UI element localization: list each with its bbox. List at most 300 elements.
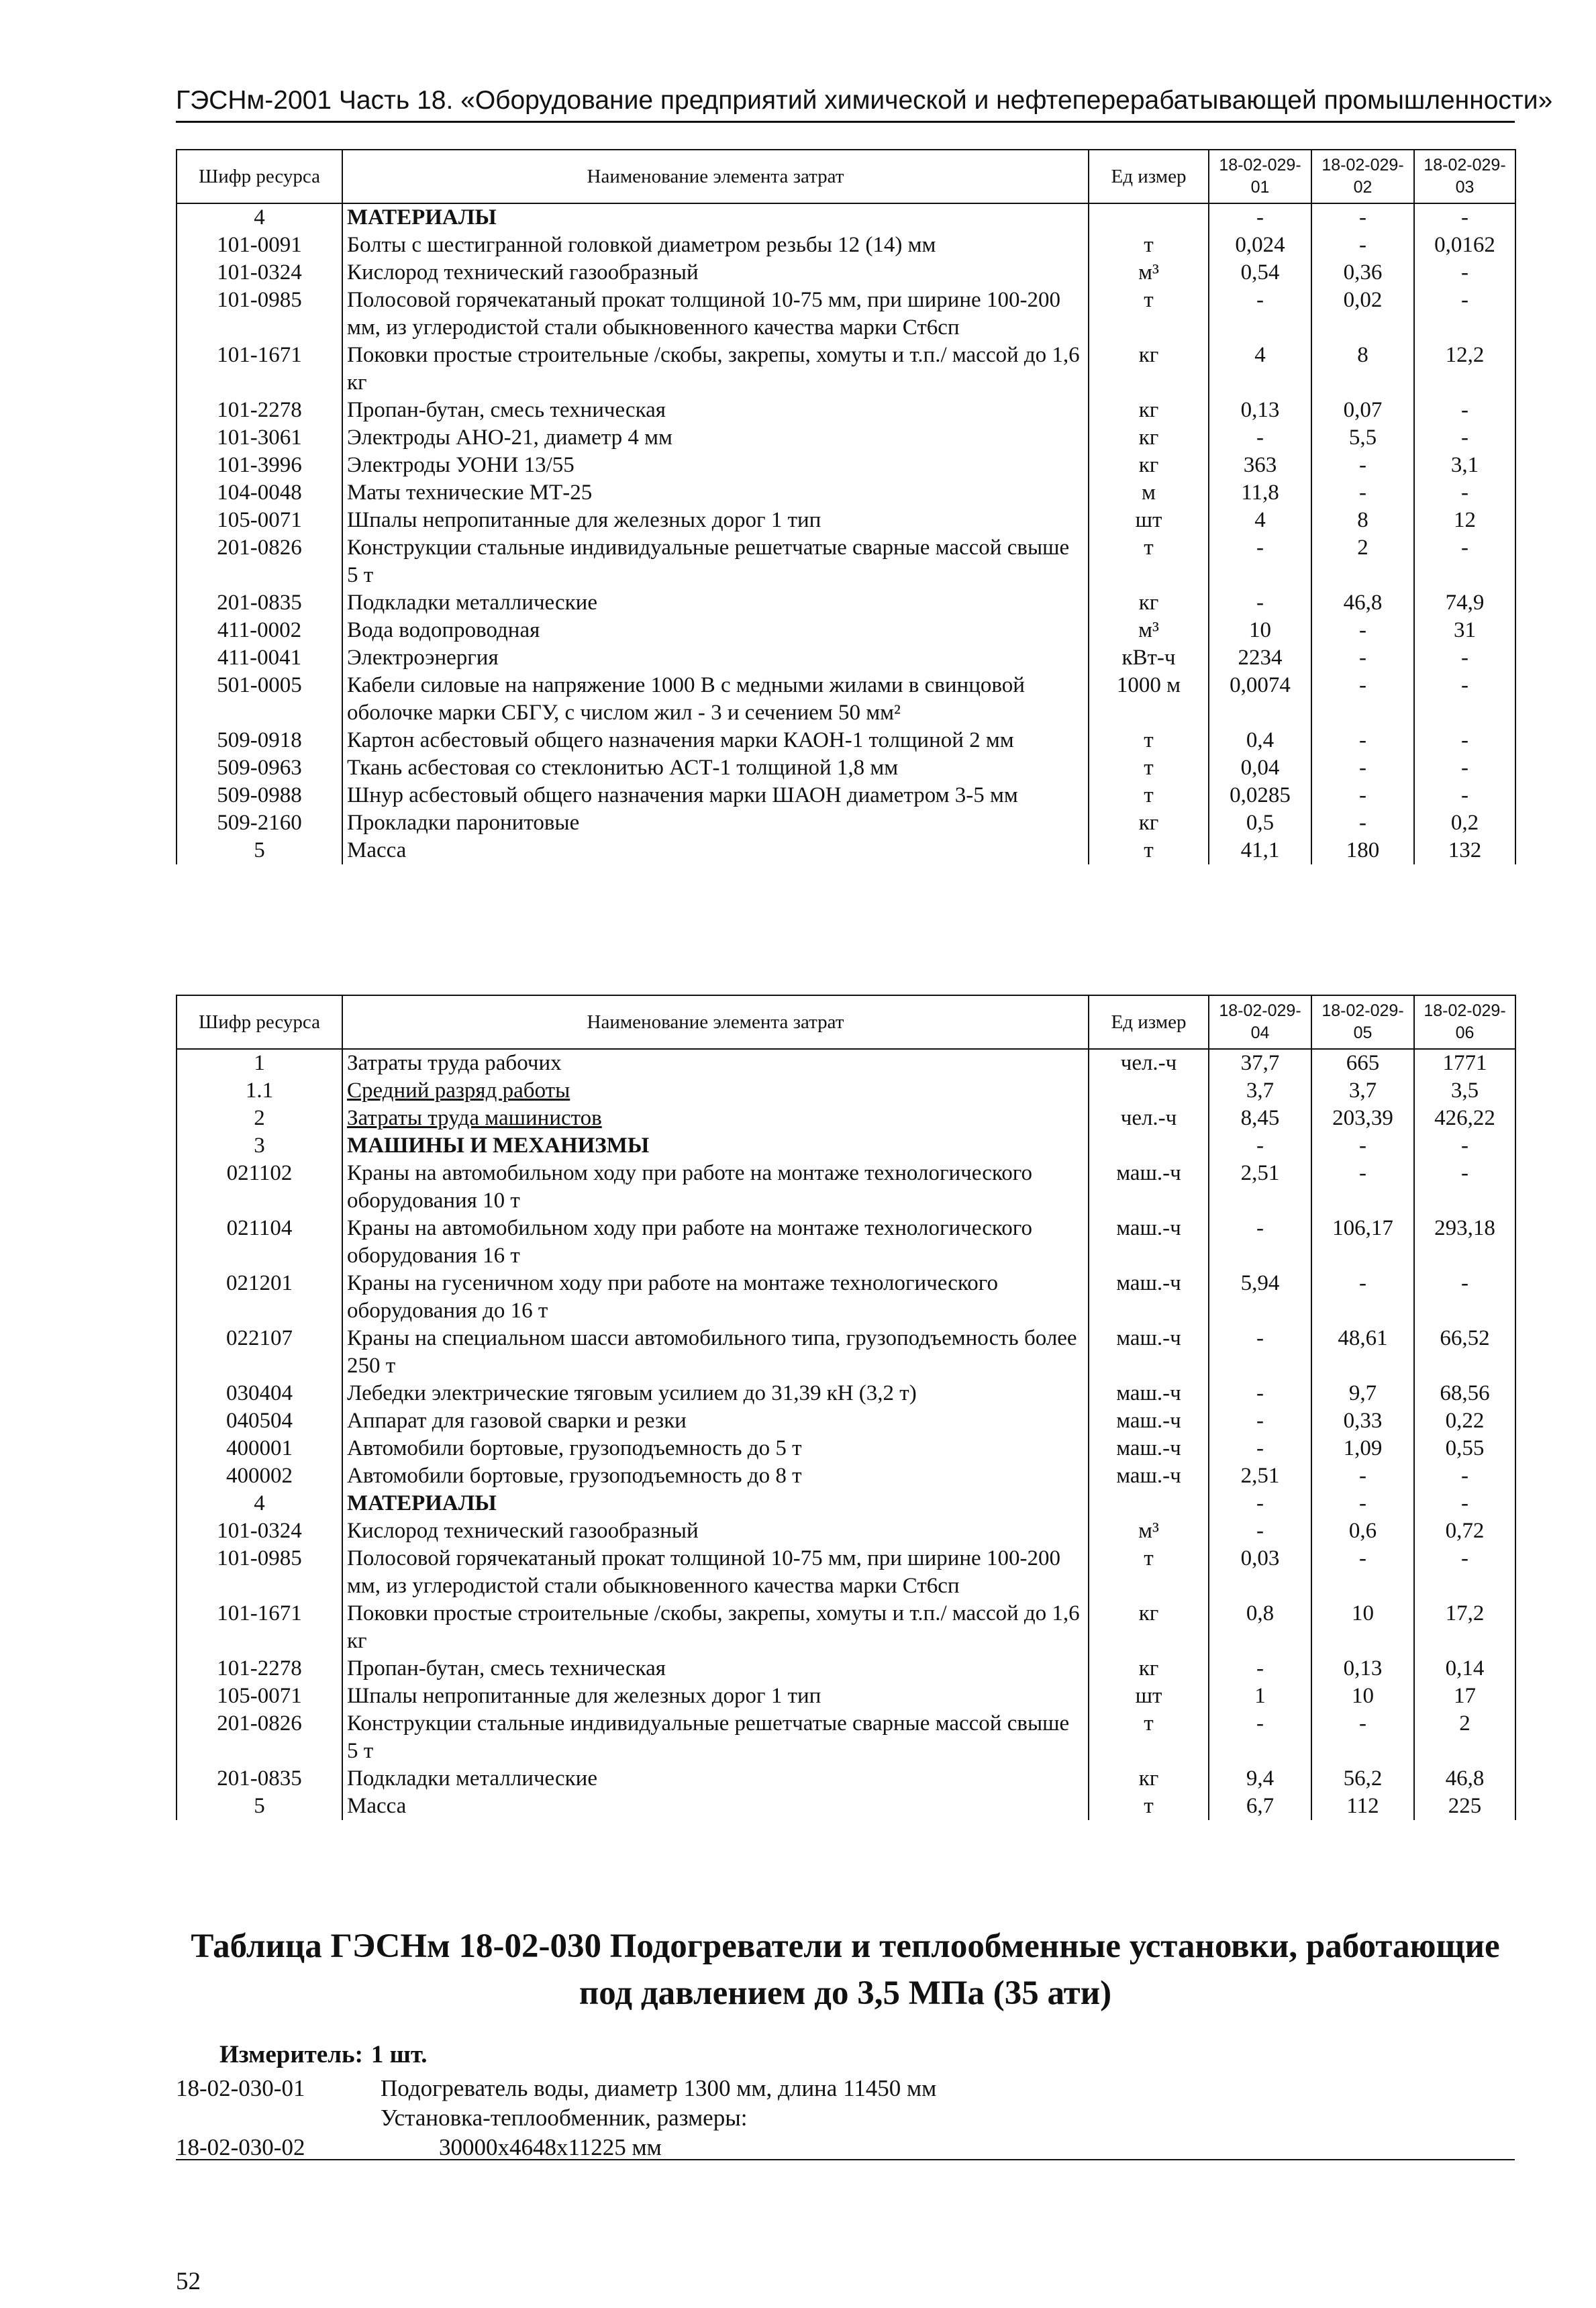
row-value-b: - (1311, 1545, 1414, 1600)
row-unit: шт (1089, 507, 1209, 534)
table-row (177, 1765, 1515, 1793)
row-unit: м³ (1089, 617, 1209, 644)
row-value-b: 106,17 (1311, 1215, 1414, 1270)
row-name: Ткань асбестовая со стеклонитью АСТ-1 толщиной 1,8 мм (342, 754, 1089, 782)
row-value-a: 1 (1209, 1683, 1311, 1710)
row-name: Аппарат для газовой сварки и резки (342, 1407, 1089, 1435)
table-row (177, 809, 1515, 837)
page-header: ГЭСНм-2001 Часть 18. «Оборудование предприятий химической и нефтеперерабатывающей промышленности» (176, 86, 1515, 123)
row-unit (1089, 1077, 1209, 1105)
row-value-b: 180 (1311, 837, 1414, 864)
col-name-header: Наименование элемента затрат (342, 150, 1089, 203)
section-title: Таблица ГЭСНм 18-02-030 Подогреватели и теплообменные установки, работающие под давлением до 3,5 МПа (35 ати) (191, 1927, 1500, 2012)
row-value-a: 4 (1209, 507, 1311, 534)
row-code: 105-0071 (177, 507, 342, 534)
row-value-b: 2 (1311, 534, 1414, 589)
row-value-c: - (1414, 644, 1515, 672)
row-value-b: 0,02 (1311, 287, 1414, 342)
row-value-c: 17,2 (1414, 1600, 1515, 1655)
row-value-c: 17 (1414, 1683, 1515, 1710)
row-value-a: 0,03 (1209, 1545, 1311, 1600)
row-unit: 1000 м (1089, 672, 1209, 727)
row-value-a: 0,04 (1209, 754, 1311, 782)
item-text: Установка-теплообменник, размеры: (381, 2105, 748, 2131)
row-value-b: 3,7 (1311, 1077, 1414, 1105)
row-name: Краны на автомобильном ходу при работе на монтаже технологического оборудования 10 т (342, 1160, 1089, 1215)
row-value-b: - (1311, 1710, 1414, 1765)
row-value-a: - (1209, 1435, 1311, 1462)
meter-label: Измеритель: (219, 2041, 363, 2068)
row-code: 101-2278 (177, 1655, 342, 1683)
row-value-c: 66,52 (1414, 1325, 1515, 1380)
row-value-b: 8 (1311, 342, 1414, 397)
row-unit: т (1089, 1793, 1209, 1820)
item-code: 18-02-030-01 (176, 2075, 305, 2101)
row-value-b: - (1311, 479, 1414, 507)
row-unit: м³ (1089, 259, 1209, 287)
row-name: Конструкции стальные индивидуальные решетчатые сварные массой свыше 5 т (342, 534, 1089, 589)
table-row (177, 1160, 1515, 1215)
row-unit: маш.-ч (1089, 1215, 1209, 1270)
row-value-b: 0,13 (1311, 1655, 1414, 1683)
row-value-a: 4 (1209, 342, 1311, 397)
row-unit (1089, 203, 1209, 232)
row-name: МАТЕРИАЛЫ (342, 203, 1089, 232)
table-row (177, 782, 1515, 809)
row-unit: т (1089, 837, 1209, 864)
row-value-b: - (1311, 617, 1414, 644)
row-unit: кг (1089, 424, 1209, 452)
row-value-a: - (1209, 1380, 1311, 1407)
row-value-c: 293,18 (1414, 1215, 1515, 1270)
table-row (177, 1545, 1515, 1600)
row-name: Электроды АНО-21, диаметр 4 мм (342, 424, 1089, 452)
col-code-header: Шифр ресурса (177, 150, 342, 203)
row-code: 101-3996 (177, 452, 342, 479)
col-name-header: Наименование элемента затрат (342, 995, 1089, 1049)
row-value-b: 9,7 (1311, 1380, 1414, 1407)
col-c-header: 18-02-029-06 (1414, 995, 1515, 1049)
row-code: 400002 (177, 1462, 342, 1490)
row-code: 201-0826 (177, 1710, 342, 1765)
row-unit: маш.-ч (1089, 1407, 1209, 1435)
row-value-c: - (1414, 1132, 1515, 1160)
row-value-c: - (1414, 782, 1515, 809)
row-code: 105-0071 (177, 1683, 342, 1710)
row-code: 3 (177, 1132, 342, 1160)
table-row (177, 644, 1515, 672)
row-unit: м³ (1089, 1517, 1209, 1545)
row-code: 5 (177, 837, 342, 864)
row-code: 4 (177, 203, 342, 232)
row-value-a: 9,4 (1209, 1765, 1311, 1793)
table-row (177, 1049, 1515, 1077)
row-unit: маш.-ч (1089, 1270, 1209, 1325)
row-code: 5 (177, 1793, 342, 1820)
row-name: Кислород технический газообразный (342, 259, 1089, 287)
table-row (177, 479, 1515, 507)
table-row (177, 1517, 1515, 1545)
row-code: 1 (177, 1049, 342, 1077)
row-value-c: 1771 (1414, 1049, 1515, 1077)
row-unit: кг (1089, 397, 1209, 424)
row-name: Подкладки металлические (342, 1765, 1089, 1793)
table-row (177, 1270, 1515, 1325)
meter-value: 1 шт. (370, 2041, 428, 2068)
table-1-body (177, 203, 1515, 864)
row-code: 201-0826 (177, 534, 342, 589)
row-value-a: - (1209, 534, 1311, 589)
row-value-c: 0,14 (1414, 1655, 1515, 1683)
row-unit: кг (1089, 452, 1209, 479)
row-value-a: 2,51 (1209, 1462, 1311, 1490)
table-row (177, 1380, 1515, 1407)
row-unit: кВт-ч (1089, 644, 1209, 672)
row-unit: маш.-ч (1089, 1435, 1209, 1462)
row-unit: чел.-ч (1089, 1105, 1209, 1132)
row-value-b: 5,5 (1311, 424, 1414, 452)
row-value-c: 3,5 (1414, 1077, 1515, 1105)
row-value-b: 48,61 (1311, 1325, 1414, 1380)
table-row (177, 507, 1515, 534)
row-name: Электроэнергия (342, 644, 1089, 672)
row-code: 101-0091 (177, 232, 342, 259)
row-value-b: - (1311, 672, 1414, 727)
row-name: Шпалы непропитанные для железных дорог 1 тип (342, 1683, 1089, 1710)
row-value-b: - (1311, 1160, 1414, 1215)
row-value-a: 0,4 (1209, 727, 1311, 754)
row-name: Полосовой горячекатаный прокат толщиной 10-75 мм, при ширине 100-200 мм, из углеродистой стали обыкновенного качества марки Ст6сп (342, 287, 1089, 342)
row-code: 101-0324 (177, 259, 342, 287)
table-row (177, 452, 1515, 479)
row-unit: т (1089, 287, 1209, 342)
row-value-a: 0,13 (1209, 397, 1311, 424)
row-value-a: 363 (1209, 452, 1311, 479)
table-row (177, 1710, 1515, 1765)
row-value-a: 3,7 (1209, 1077, 1311, 1105)
row-name: Кабели силовые на напряжение 1000 В с медными жилами в свинцовой оболочке марки СБГУ, с числом жил - 3 и сечением 50 мм² (342, 672, 1089, 727)
row-unit (1089, 1490, 1209, 1517)
row-value-a: 0,024 (1209, 232, 1311, 259)
row-name: Автомобили бортовые, грузоподъемность до 5 т (342, 1435, 1089, 1462)
row-value-a: 0,54 (1209, 259, 1311, 287)
row-code: 021102 (177, 1160, 342, 1215)
row-value-b: 203,39 (1311, 1105, 1414, 1132)
row-unit: маш.-ч (1089, 1380, 1209, 1407)
row-code: 101-0985 (177, 287, 342, 342)
row-value-c: 225 (1414, 1793, 1515, 1820)
col-unit-header: Ед измер (1089, 150, 1209, 203)
col-code-header: Шифр ресурса (177, 995, 342, 1049)
row-value-a: - (1209, 1710, 1311, 1765)
table-row (177, 1600, 1515, 1655)
row-value-a: 2234 (1209, 644, 1311, 672)
row-value-b: 10 (1311, 1600, 1414, 1655)
row-value-c: - (1414, 672, 1515, 727)
item-text: Подогреватель воды, диаметр 1300 мм, длина 11450 мм (381, 2075, 937, 2101)
table-row (177, 203, 1515, 232)
row-value-a: - (1209, 1132, 1311, 1160)
row-code: 1.1 (177, 1077, 342, 1105)
row-value-a: 0,5 (1209, 809, 1311, 837)
row-value-b: 0,6 (1311, 1517, 1414, 1545)
row-value-c: - (1414, 1490, 1515, 1517)
row-unit: маш.-ч (1089, 1462, 1209, 1490)
row-value-b: - (1311, 203, 1414, 232)
row-value-a: 8,45 (1209, 1105, 1311, 1132)
row-value-c: - (1414, 397, 1515, 424)
divider (176, 2159, 1515, 2160)
row-value-c: - (1414, 754, 1515, 782)
row-code: 400001 (177, 1435, 342, 1462)
table-row (177, 1077, 1515, 1105)
row-name: Поковки простые строительные /скобы, закрепы, хомуты и т.п./ массой до 1,6 кг (342, 342, 1089, 397)
col-a-header: 18-02-029-04 (1209, 995, 1311, 1049)
row-value-a: - (1209, 424, 1311, 452)
row-code: 501-0005 (177, 672, 342, 727)
row-value-b: 0,33 (1311, 1407, 1414, 1435)
row-value-c: 3,1 (1414, 452, 1515, 479)
table-row (177, 342, 1515, 397)
row-name: Картон асбестовый общего назначения марки КАОН-1 толщиной 2 мм (342, 727, 1089, 754)
table-row (177, 1655, 1515, 1683)
table-row (177, 397, 1515, 424)
row-value-a: 11,8 (1209, 479, 1311, 507)
row-value-a: - (1209, 1215, 1311, 1270)
row-value-b: - (1311, 1462, 1414, 1490)
row-name: Шпалы непропитанные для железных дорог 1 тип (342, 507, 1089, 534)
row-value-b: - (1311, 809, 1414, 837)
row-name: МАШИНЫ И МЕХАНИЗМЫ (342, 1132, 1089, 1160)
row-code: 509-0963 (177, 754, 342, 782)
row-unit: м (1089, 479, 1209, 507)
row-name: Масса (342, 1793, 1089, 1820)
row-value-a: 0,0074 (1209, 672, 1311, 727)
row-unit: кг (1089, 1655, 1209, 1683)
row-unit: т (1089, 232, 1209, 259)
row-value-c: 12,2 (1414, 342, 1515, 397)
row-value-a: 41,1 (1209, 837, 1311, 864)
row-value-a: 10 (1209, 617, 1311, 644)
row-value-a: - (1209, 203, 1311, 232)
row-unit: кг (1089, 1765, 1209, 1793)
row-value-c: 31 (1414, 617, 1515, 644)
table-row (177, 672, 1515, 727)
row-value-b: - (1311, 1132, 1414, 1160)
row-unit: т (1089, 1710, 1209, 1765)
row-code: 411-0041 (177, 644, 342, 672)
table-row (177, 1215, 1515, 1270)
row-name: Средний разряд работы (342, 1077, 1089, 1105)
row-code: 509-0918 (177, 727, 342, 754)
row-name: Автомобили бортовые, грузоподъемность до 8 т (342, 1462, 1089, 1490)
row-name: Пропан-бутан, смесь техническая (342, 397, 1089, 424)
row-value-c: - (1414, 203, 1515, 232)
row-code: 509-0988 (177, 782, 342, 809)
row-code: 201-0835 (177, 589, 342, 617)
row-value-a: 2,51 (1209, 1160, 1311, 1215)
row-value-c: 426,22 (1414, 1105, 1515, 1132)
row-name: Подкладки металлические (342, 589, 1089, 617)
row-unit: т (1089, 754, 1209, 782)
row-value-b: 46,8 (1311, 589, 1414, 617)
table-row (177, 589, 1515, 617)
row-unit: шт (1089, 1683, 1209, 1710)
row-value-c: 68,56 (1414, 1380, 1515, 1407)
row-value-a: - (1209, 1490, 1311, 1517)
row-value-c: 12 (1414, 507, 1515, 534)
row-value-a: - (1209, 1517, 1311, 1545)
row-name: Вода водопроводная (342, 617, 1089, 644)
row-value-a: - (1209, 589, 1311, 617)
row-value-c: - (1414, 727, 1515, 754)
row-code: 101-0324 (177, 1517, 342, 1545)
resource-table-1 (176, 149, 1516, 864)
row-value-b: 112 (1311, 1793, 1414, 1820)
row-value-c: - (1414, 259, 1515, 287)
row-value-b: - (1311, 232, 1414, 259)
row-code: 101-2278 (177, 397, 342, 424)
row-value-a: 0,0285 (1209, 782, 1311, 809)
row-value-b: 0,07 (1311, 397, 1414, 424)
table-row (177, 259, 1515, 287)
row-code: 101-3061 (177, 424, 342, 452)
row-value-a: 5,94 (1209, 1270, 1311, 1325)
row-name: Краны на гусеничном ходу при работе на монтаже технологического оборудования до 16 т (342, 1270, 1089, 1325)
row-value-c: 0,55 (1414, 1435, 1515, 1462)
row-unit: т (1089, 782, 1209, 809)
table-2-body (177, 1049, 1515, 1820)
table-row (177, 534, 1515, 589)
row-value-a: 0,8 (1209, 1600, 1311, 1655)
resource-table-2 (176, 995, 1516, 1820)
row-unit: т (1089, 1545, 1209, 1600)
row-code: 040504 (177, 1407, 342, 1435)
row-value-b: 0,36 (1311, 259, 1414, 287)
row-name: Кислород технический газообразный (342, 1517, 1089, 1545)
row-unit: маш.-ч (1089, 1325, 1209, 1380)
row-value-c: - (1414, 1545, 1515, 1600)
row-value-b: 56,2 (1311, 1765, 1414, 1793)
row-code: 201-0835 (177, 1765, 342, 1793)
table-row (177, 727, 1515, 754)
table-row (177, 1325, 1515, 1380)
col-b-header: 18-02-029-05 (1311, 995, 1414, 1049)
row-unit: т (1089, 534, 1209, 589)
table-row (177, 1793, 1515, 1820)
col-b-header: 18-02-029-02 (1311, 150, 1414, 203)
table-row (177, 1105, 1515, 1132)
row-name: Затраты труда машинистов (342, 1105, 1089, 1132)
row-name: Поковки простые строительные /скобы, закрепы, хомуты и т.п./ массой до 1,6 кг (342, 1600, 1089, 1655)
row-name: Болты с шестигранной головкой диаметром резьбы 12 (14) мм (342, 232, 1089, 259)
row-value-b: - (1311, 782, 1414, 809)
row-value-b: 665 (1311, 1049, 1414, 1077)
row-value-c: - (1414, 1270, 1515, 1325)
row-value-c: 0,22 (1414, 1407, 1515, 1435)
row-value-b: - (1311, 644, 1414, 672)
row-name: Краны на автомобильном ходу при работе на монтаже технологического оборудования 16 т (342, 1215, 1089, 1270)
row-value-c: 132 (1414, 837, 1515, 864)
row-value-b: - (1311, 452, 1414, 479)
row-code: 022107 (177, 1325, 342, 1380)
table-row (177, 1683, 1515, 1710)
row-value-b: 1,09 (1311, 1435, 1414, 1462)
row-value-c: - (1414, 534, 1515, 589)
table-row (177, 1435, 1515, 1462)
row-value-c: - (1414, 287, 1515, 342)
row-name: Краны на специальном шасси автомобильного типа, грузоподъемность более 250 т (342, 1325, 1089, 1380)
row-unit: т (1089, 727, 1209, 754)
row-name: Масса (342, 837, 1089, 864)
row-name: Маты технические МТ-25 (342, 479, 1089, 507)
row-name: Затраты труда рабочих (342, 1049, 1089, 1077)
row-code: 021104 (177, 1215, 342, 1270)
table-row (177, 617, 1515, 644)
row-value-a: - (1209, 1655, 1311, 1683)
row-name: Полосовой горячекатаный прокат толщиной 10-75 мм, при ширине 100-200 мм, из углеродистой стали обыкновенного качества марки Ст6сп (342, 1545, 1089, 1600)
row-value-c: 0,72 (1414, 1517, 1515, 1545)
row-code: 509-2160 (177, 809, 342, 837)
row-code: 021201 (177, 1270, 342, 1325)
row-value-a: - (1209, 287, 1311, 342)
row-value-c: 74,9 (1414, 589, 1515, 617)
row-unit: кг (1089, 589, 1209, 617)
table-row (177, 1407, 1515, 1435)
row-unit: маш.-ч (1089, 1160, 1209, 1215)
table-row (177, 424, 1515, 452)
row-code: 101-0985 (177, 1545, 342, 1600)
item-text: 30000x4648x11225 мм (439, 2134, 662, 2160)
row-value-a: 37,7 (1209, 1049, 1311, 1077)
row-value-a: - (1209, 1325, 1311, 1380)
table-row (177, 837, 1515, 864)
row-unit: кг (1089, 809, 1209, 837)
row-value-c: 2 (1414, 1710, 1515, 1765)
row-code: 104-0048 (177, 479, 342, 507)
row-unit (1089, 1132, 1209, 1160)
row-value-c: - (1414, 1462, 1515, 1490)
row-name: Электроды УОНИ 13/55 (342, 452, 1089, 479)
table-row (177, 1490, 1515, 1517)
row-unit: кг (1089, 342, 1209, 397)
table-row (177, 754, 1515, 782)
row-name: Лебедки электрические тяговым усилием до 31,39 кН (3,2 т) (342, 1380, 1089, 1407)
row-code: 4 (177, 1490, 342, 1517)
table-row (177, 232, 1515, 259)
row-value-b: 10 (1311, 1683, 1414, 1710)
row-code: 101-1671 (177, 342, 342, 397)
row-value-b: - (1311, 727, 1414, 754)
table-row (177, 287, 1515, 342)
col-a-header: 18-02-029-01 (1209, 150, 1311, 203)
row-value-c: 0,2 (1414, 809, 1515, 837)
row-code: 030404 (177, 1380, 342, 1407)
row-name: Шнур асбестовый общего назначения марки ШАОН диаметром 3-5 мм (342, 782, 1089, 809)
row-value-b: - (1311, 754, 1414, 782)
row-value-b: - (1311, 1270, 1414, 1325)
col-c-header: 18-02-029-03 (1414, 150, 1515, 203)
row-name: Прокладки паронитовые (342, 809, 1089, 837)
row-code: 2 (177, 1105, 342, 1132)
row-value-a: - (1209, 1407, 1311, 1435)
row-value-c: 46,8 (1414, 1765, 1515, 1793)
row-value-c: - (1414, 479, 1515, 507)
row-value-b: - (1311, 1490, 1414, 1517)
col-unit-header: Ед измер (1089, 995, 1209, 1049)
row-value-a: 6,7 (1209, 1793, 1311, 1820)
row-value-c: 0,0162 (1414, 232, 1515, 259)
